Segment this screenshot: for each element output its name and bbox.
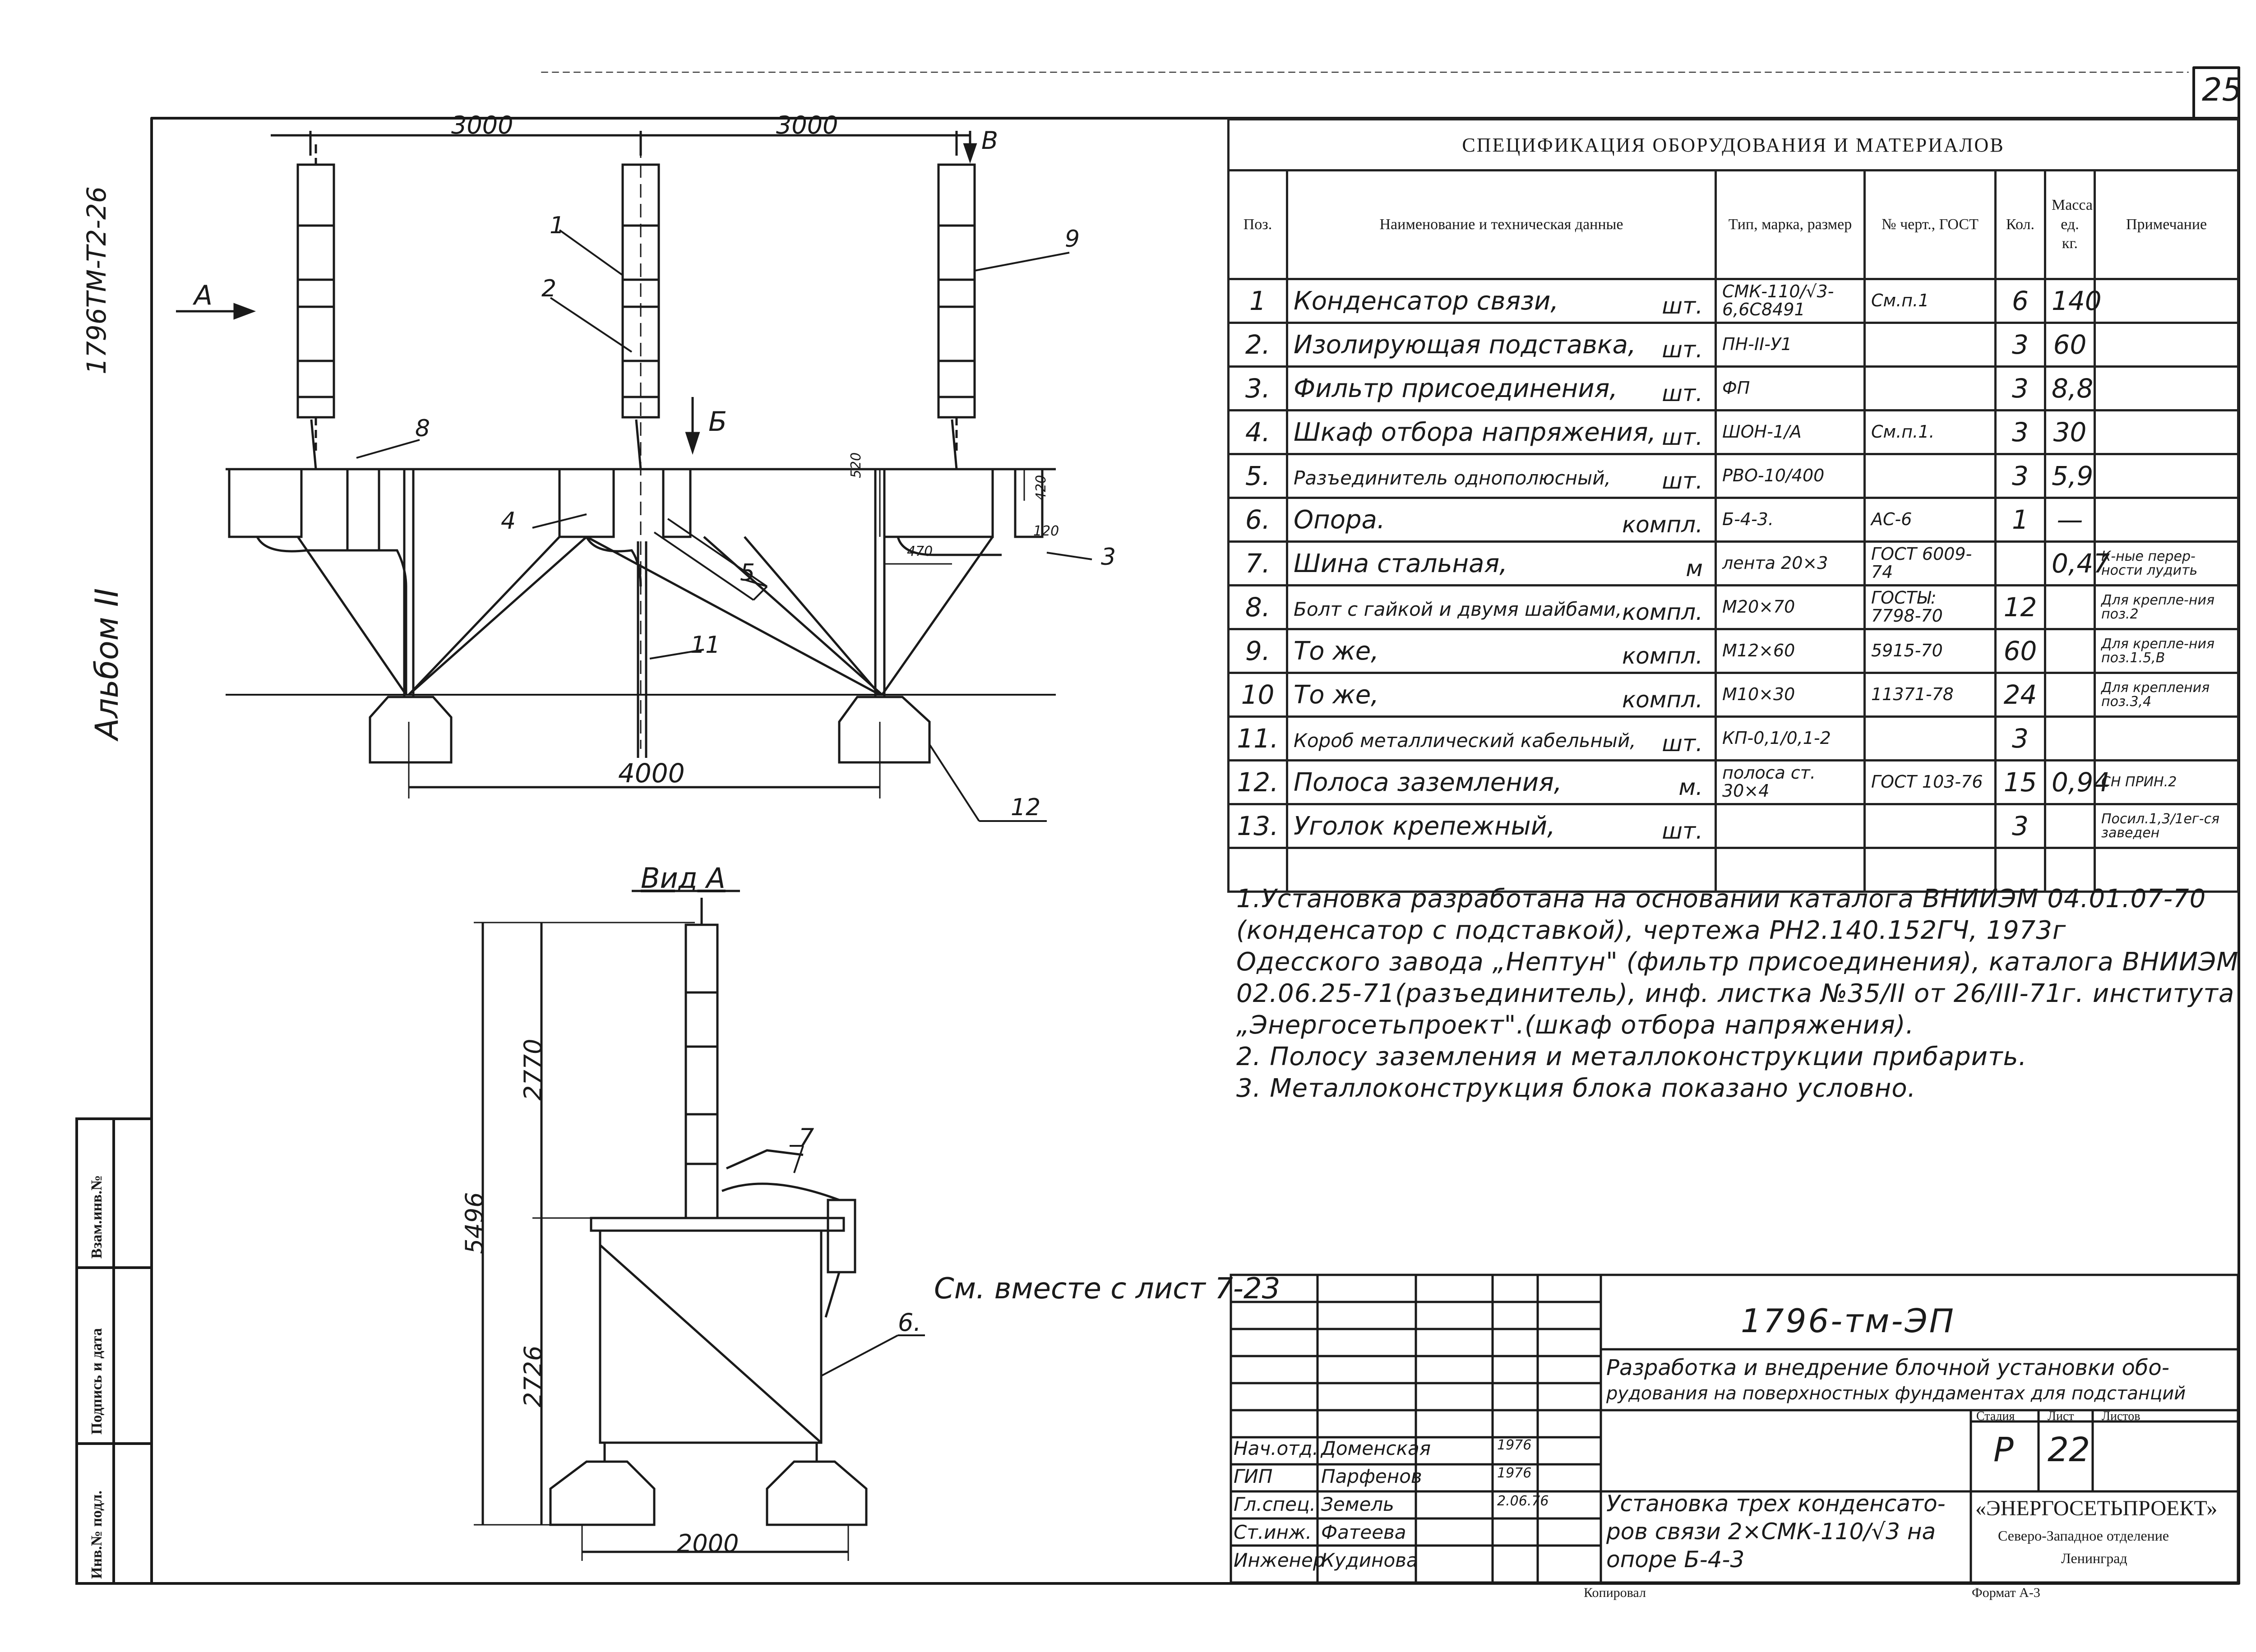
tb-stage-label: Стадия <box>1976 1409 2015 1423</box>
cell-mass: 140 <box>2045 279 2095 323</box>
cell-gost: См.п.1. <box>1865 411 1996 454</box>
cell-gost: 5915-70 <box>1865 629 1996 673</box>
arrow-label-b: Б <box>708 406 727 438</box>
cell-note: Для крепле-ния поз.2 <box>2095 586 2238 629</box>
cell-qty: 3 <box>1996 804 2045 848</box>
note-line-2: (конденсатор с подставкой), чертежа РН2.140.152ГЧ, 1973г <box>1236 916 2066 945</box>
item-unit: м <box>1686 555 1703 581</box>
item-unit: шт. <box>1662 293 1703 319</box>
cell-gost: АС-6 <box>1865 498 1996 542</box>
cell-name <box>1287 411 1716 454</box>
cell-note: Для крепления поз.3,4 <box>2095 673 2238 717</box>
dim-2000: 2000 <box>677 1529 739 1558</box>
cell-pos: 6. <box>1229 498 1287 542</box>
item-name: Полоса заземления, <box>1294 767 1562 797</box>
pos-label-1: 1 <box>550 212 565 239</box>
cell-qty: 1 <box>1996 498 2045 542</box>
cell-gost <box>1865 804 1996 848</box>
item-name: Шина стальная, <box>1294 549 1507 578</box>
tb-role-date: 1976 <box>1497 1465 1532 1481</box>
cell-gost <box>1865 454 1996 498</box>
cell-gost <box>1865 367 1996 411</box>
pos-label-12: 12 <box>1011 794 1041 821</box>
cell-note: СН ПРИН.2 <box>2095 761 2238 804</box>
dim-520: 520 <box>848 452 864 478</box>
col-gost: № черт., ГОСТ <box>1865 171 1996 279</box>
cell-pos: 7. <box>1229 542 1287 586</box>
item-name: Изолирующая подставка, <box>1294 330 1636 360</box>
tb-role-role: Гл.спец. <box>1234 1493 1316 1515</box>
cell-type <box>1716 804 1865 848</box>
col-mass: Масса ед. кг. <box>2045 171 2095 279</box>
tb-role-role: Ст.инж. <box>1234 1521 1312 1543</box>
tb-org-3: Ленинград <box>2061 1550 2127 1566</box>
cell-note <box>2095 717 2238 761</box>
table-row <box>1229 629 2238 673</box>
cell-pos: 1 <box>1229 279 1287 323</box>
tb-role-role: Инженер <box>1234 1549 1325 1571</box>
pos-label-9: 9 <box>1065 226 1080 253</box>
table-row <box>1229 323 2238 367</box>
cell-note <box>2095 367 2238 411</box>
note-line-3: Одесского завода „Нептун" (фильтр присоединения), каталога ВНИИЭМ <box>1236 947 2239 977</box>
cell-mass: 8,8 <box>2045 367 2095 411</box>
tb-role-name: Земель <box>1321 1493 1394 1515</box>
cell-qty: 3 <box>1996 323 2045 367</box>
note-line-1: 1.Установка разработана на основании каталога ВНИИЭМ 04.01.07-70 <box>1236 884 2206 914</box>
dim-2726: 2726 <box>519 1345 547 1407</box>
cell-name <box>1287 498 1716 542</box>
tb-check-label: Копировал <box>1584 1585 1646 1600</box>
pos-label-2: 2 <box>541 275 557 302</box>
item-unit: шт. <box>1662 730 1703 757</box>
cell-type: М12×60 <box>1716 629 1865 673</box>
item-name: Опора. <box>1294 505 1385 535</box>
pos-label-11: 11 <box>690 632 721 659</box>
item-name: Шкаф отбора напряжения, <box>1294 417 1656 447</box>
cell-note <box>2095 454 2238 498</box>
side-note: См. вместе с лист 7-23 <box>934 1272 1281 1306</box>
item-name: То же, <box>1294 680 1379 710</box>
item-name: Конденсатор связи, <box>1294 286 1559 316</box>
cell-pos: 10 <box>1229 673 1287 717</box>
cell-type: М10×30 <box>1716 673 1865 717</box>
table-row <box>1229 367 2238 411</box>
tb-sheet: 22 <box>2048 1431 2090 1469</box>
table-row <box>1229 804 2238 848</box>
tb-role-name: Фатеева <box>1321 1521 1406 1543</box>
dim-2770: 2770 <box>519 1038 547 1101</box>
cell-qty <box>1996 542 2045 586</box>
cell-mass: 30 <box>2045 411 2095 454</box>
stamp-sign: Подпись и дата <box>88 1328 105 1435</box>
pos-label-3: 3 <box>1101 544 1116 571</box>
item-unit: м. <box>1678 774 1703 800</box>
tb-stage: Р <box>1993 1431 2014 1469</box>
cell-gost: ГОСТ 6009-74 <box>1865 542 1996 586</box>
cell-name <box>1287 586 1716 629</box>
cell-mass: 0,47 <box>2045 542 2095 586</box>
item-name: То же, <box>1294 636 1379 666</box>
tb-role-date: 1976 <box>1497 1437 1532 1453</box>
pos-label-5: 5 <box>740 559 755 586</box>
col-name: Наименование и техническая данные <box>1287 171 1716 279</box>
cell-type: РВО-10/400 <box>1716 454 1865 498</box>
table-row <box>1229 673 2238 717</box>
tb-code: 1796-тм-ЭП <box>1741 1302 1956 1340</box>
item-unit: шт. <box>1662 337 1703 363</box>
item-name: Разъединитель однополюсный, <box>1294 466 1611 489</box>
pos-label-7: 7 <box>799 1123 814 1152</box>
tb-role-date: 2.06.76 <box>1497 1493 1549 1509</box>
cell-mass <box>2045 804 2095 848</box>
cell-qty: 12 <box>1996 586 2045 629</box>
dim-5496: 5496 <box>460 1192 489 1254</box>
arrow-label-v: В <box>981 126 999 155</box>
dim-3000-right: 3000 <box>776 111 838 139</box>
cell-qty: 3 <box>1996 367 2045 411</box>
note-line-6: 2. Полосу заземления и металлоконструкции прибарить. <box>1236 1042 2027 1071</box>
cell-gost <box>1865 717 1996 761</box>
arrow-label-a: А <box>194 280 213 311</box>
col-type: Тип, марка, размер <box>1716 171 1865 279</box>
pos-label-8: 8 <box>415 415 430 442</box>
cell-name <box>1287 804 1716 848</box>
table-row <box>1229 717 2238 761</box>
view-a-title: Вид А <box>641 862 726 895</box>
tb-role-name: Доменская <box>1321 1437 1431 1459</box>
item-name: Короб металлический кабельный, <box>1294 729 1636 752</box>
cell-name <box>1287 542 1716 586</box>
cell-mass <box>2045 586 2095 629</box>
sheet-number: 25 <box>2202 71 2242 108</box>
pos-label-6: 6. <box>898 1308 921 1337</box>
item-unit: компл. <box>1622 687 1703 713</box>
cell-note <box>2095 279 2238 323</box>
tb-org-2: Северо-Западное отделение <box>1998 1527 2169 1544</box>
cell-pos: 2. <box>1229 323 1287 367</box>
cell-pos: 12. <box>1229 761 1287 804</box>
cell-note <box>2095 411 2238 454</box>
cell-gost: 11371-78 <box>1865 673 1996 717</box>
item-unit: компл. <box>1622 599 1703 625</box>
cell-note: К-ные перер-ности лудить <box>2095 542 2238 586</box>
cell-gost <box>1865 323 1996 367</box>
note-line-4: 02.06.25-71(разъединитель), инф. листка №35/II от 26/III-71г. института <box>1236 979 2235 1008</box>
cell-name <box>1287 629 1716 673</box>
cell-qty: 6 <box>1996 279 2045 323</box>
cell-pos: 3. <box>1229 367 1287 411</box>
cell-note <box>2095 498 2238 542</box>
dim-120: 120 <box>1033 523 1059 539</box>
cell-name <box>1287 323 1716 367</box>
item-name: Фильтр присоединения, <box>1294 374 1618 403</box>
cell-name <box>1287 673 1716 717</box>
table-row <box>1229 411 2238 454</box>
dim-420: 420 <box>1033 475 1049 501</box>
tb-role-role: ГИП <box>1234 1465 1273 1487</box>
cell-type: КП-0,1/0,1-2 <box>1716 717 1865 761</box>
cell-name <box>1287 454 1716 498</box>
cell-pos: 9. <box>1229 629 1287 673</box>
cell-pos: 8. <box>1229 586 1287 629</box>
cell-mass: 0,94 <box>2045 761 2095 804</box>
cell-qty: 3 <box>1996 454 2045 498</box>
cell-note: Посил.1,3/1ег-ся заведен <box>2095 804 2238 848</box>
cell-mass: 60 <box>2045 323 2095 367</box>
cell-gost: ГОСТ 103-76 <box>1865 761 1996 804</box>
cell-qty: 3 <box>1996 411 2045 454</box>
tb-role-role: Нач.отд. <box>1234 1437 1319 1459</box>
title-block <box>1231 1275 2238 1583</box>
dim-4000: 4000 <box>618 758 685 789</box>
cell-mass <box>2045 717 2095 761</box>
cell-type: лента 20×3 <box>1716 542 1865 586</box>
tb-sheet-label: Лист <box>2048 1409 2074 1423</box>
item-name: Уголок крепежный, <box>1294 811 1555 841</box>
cell-gost: См.п.1 <box>1865 279 1996 323</box>
cell-qty: 60 <box>1996 629 2045 673</box>
cell-type: Б-4-3. <box>1716 498 1865 542</box>
tb-role-name: Кудинова <box>1321 1549 1418 1571</box>
cell-type: СМК-110/√3-6,6С8491 <box>1716 279 1865 323</box>
cell-pos: 4. <box>1229 411 1287 454</box>
table-row <box>1229 761 2238 804</box>
cell-mass <box>2045 629 2095 673</box>
item-name: Болт с гайкой и двумя шайбами, <box>1294 598 1622 620</box>
cell-mass: — <box>2045 498 2095 542</box>
cell-note <box>2095 323 2238 367</box>
col-note: Примечание <box>2095 171 2238 279</box>
cell-name <box>1287 717 1716 761</box>
table-row <box>1229 279 2238 323</box>
stamp-inv: Инв.№ подл. <box>88 1490 105 1579</box>
tb-project-2: рудования на поверхностных фундаментах для подстанций <box>1606 1383 2186 1404</box>
cell-type: ФП <box>1716 367 1865 411</box>
cell-note: Для крепле-ния поз.1.5,В <box>2095 629 2238 673</box>
cell-pos: 11. <box>1229 717 1287 761</box>
tb-sheets-label: Листов <box>2102 1409 2140 1423</box>
cell-gost: ГОСТЫ: 7798-70 <box>1865 586 1996 629</box>
note-line-7: 3. Металлоконструкция блока показано условно. <box>1236 1074 1916 1103</box>
pos-label-4: 4 <box>501 508 516 535</box>
cell-qty: 15 <box>1996 761 2045 804</box>
table-row <box>1229 586 2238 629</box>
table-row <box>1229 454 2238 498</box>
cell-mass: 5,9 <box>2045 454 2095 498</box>
col-qty: Кол. <box>1996 171 2045 279</box>
cell-name <box>1287 279 1716 323</box>
table-row <box>1229 542 2238 586</box>
cell-qty: 3 <box>1996 717 2045 761</box>
tb-org-1: «ЭНЕРГОСЕТЬПРОЕКТ» <box>1975 1496 2218 1520</box>
dim-3000-left: 3000 <box>451 111 513 139</box>
cell-pos: 13. <box>1229 804 1287 848</box>
item-unit: шт. <box>1662 380 1703 406</box>
spec-title: СПЕЦИФИКАЦИЯ ОБОРУДОВАНИЯ И МАТЕРИАЛОВ <box>1229 120 2238 171</box>
cell-pos: 5. <box>1229 454 1287 498</box>
cell-name <box>1287 761 1716 804</box>
specification-table <box>1227 118 2239 893</box>
cell-mass <box>2045 673 2095 717</box>
item-unit: шт. <box>1662 424 1703 450</box>
cell-type: ШОН-1/А <box>1716 411 1865 454</box>
tb-format-label: Формат А-3 <box>1972 1585 2040 1600</box>
tb-drawing-title-3: опоре Б-4-3 <box>1606 1546 1745 1573</box>
cell-type: полоса ст. 30×4 <box>1716 761 1865 804</box>
cell-name <box>1287 367 1716 411</box>
tb-drawing-title-2: ров связи 2×СМК-110/√3 на <box>1606 1518 1936 1545</box>
item-unit: шт. <box>1662 468 1703 494</box>
tb-role-name: Парфенов <box>1321 1465 1422 1487</box>
album-label: Альбом II <box>88 588 125 740</box>
item-unit: компл. <box>1622 512 1703 538</box>
cell-type: ПН-II-У1 <box>1716 323 1865 367</box>
tb-project-1: Разработка и внедрение блочной установки обо- <box>1606 1355 2170 1380</box>
dim-470: 470 <box>907 544 933 559</box>
cell-qty: 24 <box>1996 673 2045 717</box>
table-row <box>1229 498 2238 542</box>
cell-type: М20×70 <box>1716 586 1865 629</box>
item-unit: шт. <box>1662 818 1703 844</box>
stamp-vzam: Взам.инв.№ <box>88 1175 105 1259</box>
item-unit: компл. <box>1622 643 1703 669</box>
col-pos: Поз. <box>1229 171 1287 279</box>
note-line-5: „Энергосетьпроект".(шкаф отбора напряжения). <box>1236 1011 1914 1040</box>
side-code: 1796TM-T2-26 <box>81 186 112 374</box>
tb-drawing-title-1: Установка трех конденсато- <box>1606 1490 1946 1517</box>
